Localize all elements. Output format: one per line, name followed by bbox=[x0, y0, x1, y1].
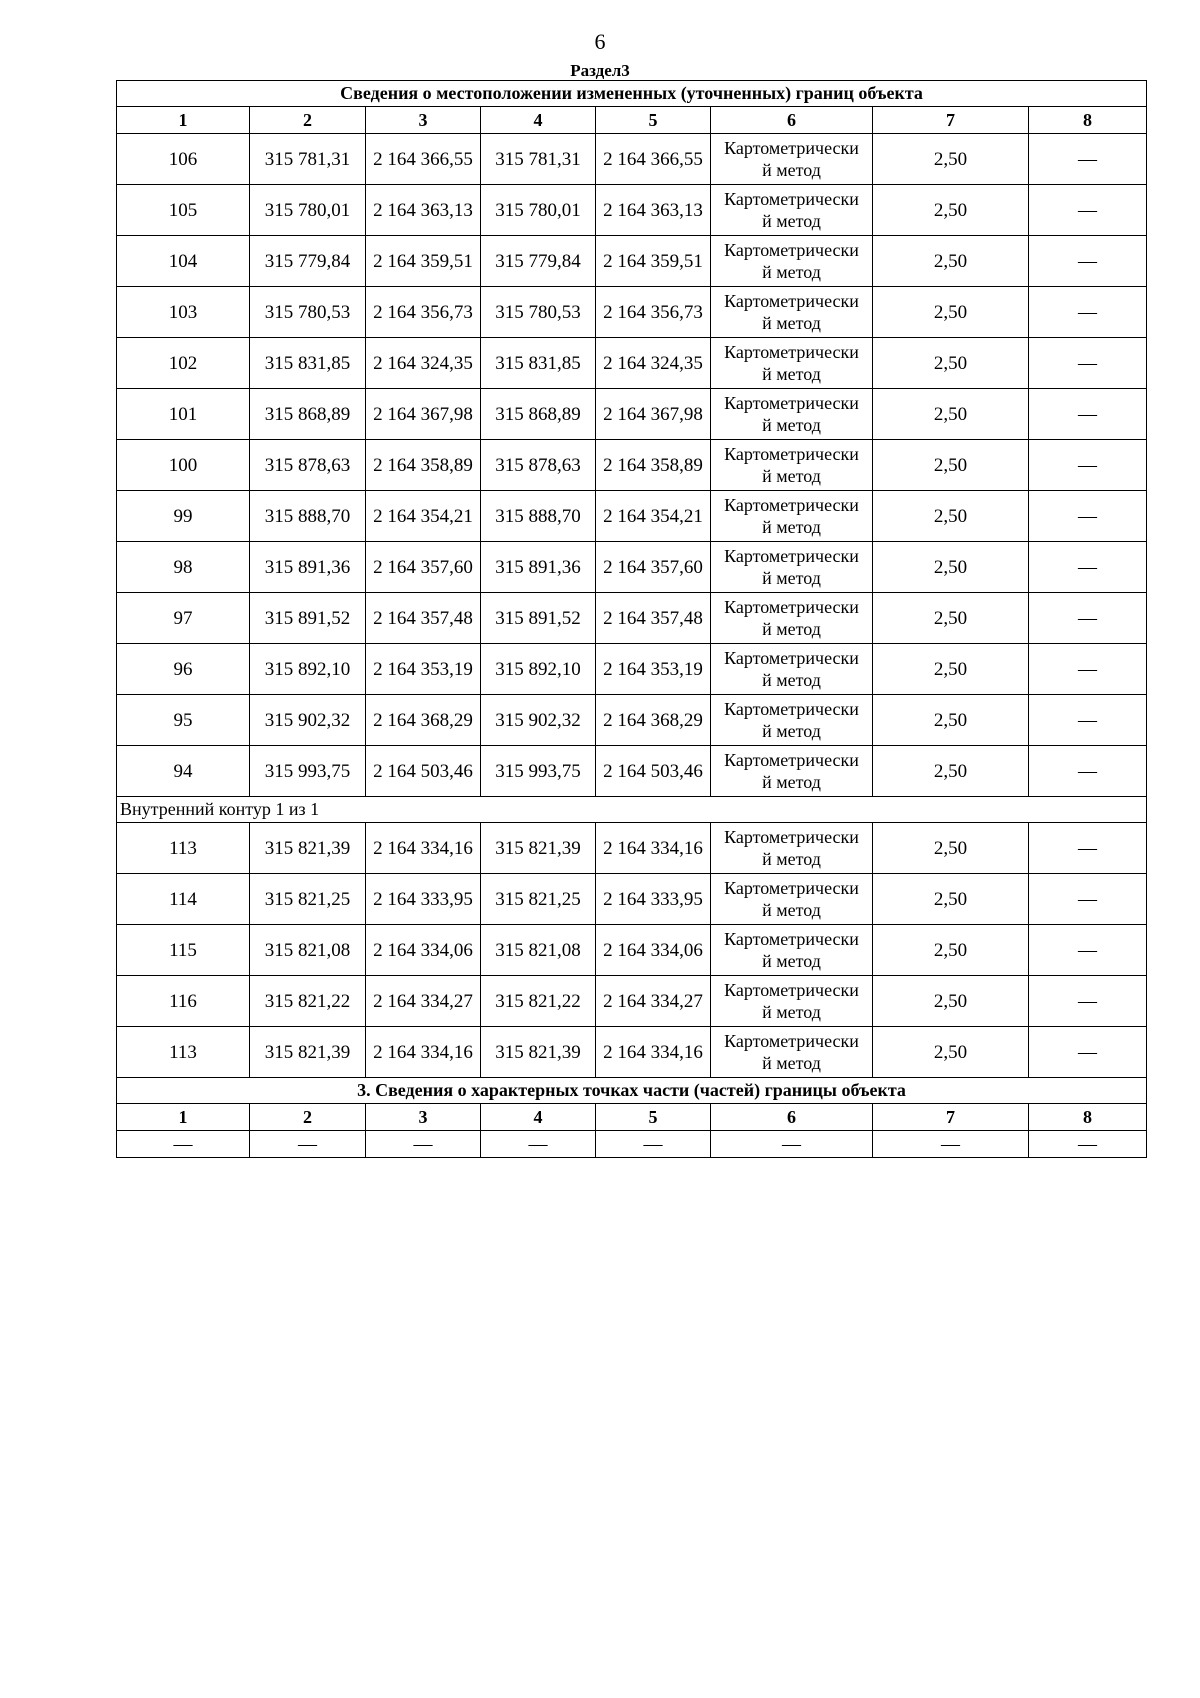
coordinates-table bbox=[116, 80, 1147, 1158]
note: — bbox=[1029, 542, 1147, 593]
inner-contour-label: Внутренний контур 1 из 1 bbox=[117, 797, 1147, 823]
x-new: 315 821,39 bbox=[481, 823, 596, 874]
note: — bbox=[1029, 389, 1147, 440]
method-cell bbox=[711, 542, 873, 593]
table-row bbox=[117, 491, 1147, 542]
method-line-1: Картометрически bbox=[724, 980, 859, 1000]
column-header: 5 bbox=[596, 1104, 711, 1131]
y-old: 2 164 356,73 bbox=[366, 287, 481, 338]
method-cell bbox=[711, 491, 873, 542]
x-new: 315 892,10 bbox=[481, 644, 596, 695]
note: — bbox=[1029, 644, 1147, 695]
section3-header-row bbox=[117, 1104, 1147, 1131]
note: — bbox=[1029, 593, 1147, 644]
method-line-1: Картометрически bbox=[724, 699, 859, 719]
y-new: 2 164 503,46 bbox=[596, 746, 711, 797]
x-old: 315 821,22 bbox=[250, 976, 366, 1027]
x-old: 315 891,36 bbox=[250, 542, 366, 593]
y-old: 2 164 363,13 bbox=[366, 185, 481, 236]
method-line-1: Картометрически bbox=[724, 546, 859, 566]
x-new: 315 780,01 bbox=[481, 185, 596, 236]
x-old: 315 780,53 bbox=[250, 287, 366, 338]
table-row bbox=[117, 134, 1147, 185]
accuracy: 2,50 bbox=[873, 134, 1029, 185]
point-number: 95 bbox=[117, 695, 250, 746]
note: — bbox=[1029, 491, 1147, 542]
x-new: 315 831,85 bbox=[481, 338, 596, 389]
point-number: 94 bbox=[117, 746, 250, 797]
table-title: Сведения о местоположении измененных (уточненных) границ объекта bbox=[117, 81, 1147, 107]
y-old: 2 164 368,29 bbox=[366, 695, 481, 746]
method-line-2: й метод bbox=[762, 1053, 821, 1073]
page-number: 6 bbox=[594, 29, 606, 54]
method-line-2: й метод bbox=[762, 1002, 821, 1022]
table-row bbox=[117, 236, 1147, 287]
method-cell bbox=[711, 746, 873, 797]
y-new: 2 164 354,21 bbox=[596, 491, 711, 542]
note: — bbox=[1029, 134, 1147, 185]
method-line-2: й метод bbox=[762, 466, 821, 486]
note: — bbox=[1029, 236, 1147, 287]
x-old: 315 902,32 bbox=[250, 695, 366, 746]
method-cell bbox=[711, 1027, 873, 1078]
x-new: 315 779,84 bbox=[481, 236, 596, 287]
empty-cell: — bbox=[366, 1131, 481, 1158]
point-number: 100 bbox=[117, 440, 250, 491]
accuracy: 2,50 bbox=[873, 491, 1029, 542]
column-header: 4 bbox=[481, 107, 596, 134]
accuracy: 2,50 bbox=[873, 542, 1029, 593]
method-cell bbox=[711, 440, 873, 491]
method-cell bbox=[711, 695, 873, 746]
method-cell bbox=[711, 287, 873, 338]
method-line-2: й метод bbox=[762, 849, 821, 869]
accuracy: 2,50 bbox=[873, 746, 1029, 797]
accuracy: 2,50 bbox=[873, 1027, 1029, 1078]
x-new: 315 891,36 bbox=[481, 542, 596, 593]
point-number: 113 bbox=[117, 1027, 250, 1078]
method-cell bbox=[711, 185, 873, 236]
y-new: 2 164 353,19 bbox=[596, 644, 711, 695]
x-new: 315 821,08 bbox=[481, 925, 596, 976]
y-old: 2 164 357,60 bbox=[366, 542, 481, 593]
accuracy: 2,50 bbox=[873, 338, 1029, 389]
x-old: 315 888,70 bbox=[250, 491, 366, 542]
y-new: 2 164 324,35 bbox=[596, 338, 711, 389]
y-new: 2 164 334,06 bbox=[596, 925, 711, 976]
y-old: 2 164 354,21 bbox=[366, 491, 481, 542]
y-new: 2 164 357,48 bbox=[596, 593, 711, 644]
method-line-1: Картометрически bbox=[724, 393, 859, 413]
column-header: 6 bbox=[711, 1104, 873, 1131]
note: — bbox=[1029, 925, 1147, 976]
method-line-1: Картометрически bbox=[724, 291, 859, 311]
note: — bbox=[1029, 823, 1147, 874]
section-title: Раздел3 bbox=[570, 61, 630, 80]
empty-cell: — bbox=[596, 1131, 711, 1158]
column-header: 1 bbox=[117, 1104, 250, 1131]
method-line-2: й метод bbox=[762, 160, 821, 180]
method-cell bbox=[711, 823, 873, 874]
column-header: 1 bbox=[117, 107, 250, 134]
point-number: 99 bbox=[117, 491, 250, 542]
method-line-2: й метод bbox=[762, 670, 821, 690]
y-new: 2 164 368,29 bbox=[596, 695, 711, 746]
method-cell bbox=[711, 644, 873, 695]
column-header: 5 bbox=[596, 107, 711, 134]
point-number: 96 bbox=[117, 644, 250, 695]
method-line-2: й метод bbox=[762, 415, 821, 435]
method-line-1: Картометрически bbox=[724, 138, 859, 158]
method-line-2: й метод bbox=[762, 951, 821, 971]
point-number: 104 bbox=[117, 236, 250, 287]
x-old: 315 779,84 bbox=[250, 236, 366, 287]
point-number: 114 bbox=[117, 874, 250, 925]
note: — bbox=[1029, 185, 1147, 236]
x-old: 315 821,39 bbox=[250, 1027, 366, 1078]
accuracy: 2,50 bbox=[873, 440, 1029, 491]
x-old: 315 993,75 bbox=[250, 746, 366, 797]
y-old: 2 164 359,51 bbox=[366, 236, 481, 287]
table-row bbox=[117, 338, 1147, 389]
note: — bbox=[1029, 695, 1147, 746]
method-cell bbox=[711, 976, 873, 1027]
accuracy: 2,50 bbox=[873, 236, 1029, 287]
x-new: 315 821,25 bbox=[481, 874, 596, 925]
y-new: 2 164 366,55 bbox=[596, 134, 711, 185]
x-new: 315 993,75 bbox=[481, 746, 596, 797]
accuracy: 2,50 bbox=[873, 185, 1029, 236]
empty-cell: — bbox=[117, 1131, 250, 1158]
method-cell bbox=[711, 874, 873, 925]
x-new: 315 888,70 bbox=[481, 491, 596, 542]
column-header: 3 bbox=[366, 1104, 481, 1131]
column-header: 7 bbox=[873, 1104, 1029, 1131]
column-header-row bbox=[117, 107, 1147, 134]
method-cell bbox=[711, 338, 873, 389]
note: — bbox=[1029, 874, 1147, 925]
method-line-1: Картометрически bbox=[724, 827, 859, 847]
method-line-2: й метод bbox=[762, 772, 821, 792]
note: — bbox=[1029, 440, 1147, 491]
table-row bbox=[117, 823, 1147, 874]
note: — bbox=[1029, 338, 1147, 389]
empty-cell: — bbox=[481, 1131, 596, 1158]
y-old: 2 164 334,16 bbox=[366, 823, 481, 874]
method-cell bbox=[711, 236, 873, 287]
method-line-2: й метод bbox=[762, 211, 821, 231]
y-new: 2 164 334,16 bbox=[596, 823, 711, 874]
method-line-2: й метод bbox=[762, 313, 821, 333]
empty-cell: — bbox=[250, 1131, 366, 1158]
point-number: 113 bbox=[117, 823, 250, 874]
table-row bbox=[117, 644, 1147, 695]
table-row bbox=[117, 389, 1147, 440]
method-line-2: й метод bbox=[762, 262, 821, 282]
method-line-1: Картометрически bbox=[724, 1031, 859, 1051]
point-number: 101 bbox=[117, 389, 250, 440]
accuracy: 2,50 bbox=[873, 695, 1029, 746]
x-old: 315 891,52 bbox=[250, 593, 366, 644]
y-new: 2 164 363,13 bbox=[596, 185, 711, 236]
empty-cell: — bbox=[1029, 1131, 1147, 1158]
table-row bbox=[117, 542, 1147, 593]
x-old: 315 831,85 bbox=[250, 338, 366, 389]
note: — bbox=[1029, 287, 1147, 338]
y-old: 2 164 334,06 bbox=[366, 925, 481, 976]
x-new: 315 780,53 bbox=[481, 287, 596, 338]
y-old: 2 164 357,48 bbox=[366, 593, 481, 644]
y-old: 2 164 503,46 bbox=[366, 746, 481, 797]
y-old: 2 164 334,16 bbox=[366, 1027, 481, 1078]
y-new: 2 164 358,89 bbox=[596, 440, 711, 491]
point-number: 105 bbox=[117, 185, 250, 236]
x-new: 315 781,31 bbox=[481, 134, 596, 185]
accuracy: 2,50 bbox=[873, 823, 1029, 874]
point-number: 98 bbox=[117, 542, 250, 593]
section3-empty-row bbox=[117, 1131, 1147, 1158]
table-row bbox=[117, 874, 1147, 925]
method-cell bbox=[711, 925, 873, 976]
column-header: 2 bbox=[250, 107, 366, 134]
method-line-1: Картометрически bbox=[724, 750, 859, 770]
x-new: 315 891,52 bbox=[481, 593, 596, 644]
x-new: 315 868,89 bbox=[481, 389, 596, 440]
table-row bbox=[117, 185, 1147, 236]
empty-cell: — bbox=[711, 1131, 873, 1158]
method-line-2: й метод bbox=[762, 568, 821, 588]
method-line-1: Картометрически bbox=[724, 342, 859, 362]
table-row bbox=[117, 593, 1147, 644]
accuracy: 2,50 bbox=[873, 644, 1029, 695]
x-old: 315 821,25 bbox=[250, 874, 366, 925]
x-old: 315 821,08 bbox=[250, 925, 366, 976]
y-new: 2 164 357,60 bbox=[596, 542, 711, 593]
column-header: 2 bbox=[250, 1104, 366, 1131]
table-row bbox=[117, 287, 1147, 338]
y-new: 2 164 367,98 bbox=[596, 389, 711, 440]
method-line-2: й метод bbox=[762, 364, 821, 384]
x-old: 315 781,31 bbox=[250, 134, 366, 185]
point-number: 103 bbox=[117, 287, 250, 338]
point-number: 106 bbox=[117, 134, 250, 185]
x-new: 315 902,32 bbox=[481, 695, 596, 746]
x-old: 315 821,39 bbox=[250, 823, 366, 874]
method-line-2: й метод bbox=[762, 721, 821, 741]
method-cell bbox=[711, 593, 873, 644]
method-line-2: й метод bbox=[762, 619, 821, 639]
column-header: 3 bbox=[366, 107, 481, 134]
method-line-1: Картометрически bbox=[724, 444, 859, 464]
table-row bbox=[117, 746, 1147, 797]
point-number: 115 bbox=[117, 925, 250, 976]
y-old: 2 164 324,35 bbox=[366, 338, 481, 389]
accuracy: 2,50 bbox=[873, 874, 1029, 925]
point-number: 102 bbox=[117, 338, 250, 389]
accuracy: 2,50 bbox=[873, 976, 1029, 1027]
column-header: 7 bbox=[873, 107, 1029, 134]
y-new: 2 164 333,95 bbox=[596, 874, 711, 925]
method-line-1: Картометрически bbox=[724, 929, 859, 949]
x-old: 315 868,89 bbox=[250, 389, 366, 440]
y-old: 2 164 333,95 bbox=[366, 874, 481, 925]
table-row bbox=[117, 976, 1147, 1027]
accuracy: 2,50 bbox=[873, 389, 1029, 440]
x-new: 315 821,22 bbox=[481, 976, 596, 1027]
x-old: 315 892,10 bbox=[250, 644, 366, 695]
method-line-1: Картометрически bbox=[724, 495, 859, 515]
y-new: 2 164 334,16 bbox=[596, 1027, 711, 1078]
method-line-1: Картометрически bbox=[724, 240, 859, 260]
column-header: 8 bbox=[1029, 1104, 1147, 1131]
table-row bbox=[117, 440, 1147, 491]
method-line-1: Картометрически bbox=[724, 597, 859, 617]
note: — bbox=[1029, 976, 1147, 1027]
accuracy: 2,50 bbox=[873, 287, 1029, 338]
inner-contour-row bbox=[117, 797, 1147, 823]
table-row bbox=[117, 695, 1147, 746]
x-old: 315 878,63 bbox=[250, 440, 366, 491]
column-header: 6 bbox=[711, 107, 873, 134]
y-old: 2 164 367,98 bbox=[366, 389, 481, 440]
point-number: 97 bbox=[117, 593, 250, 644]
table-row bbox=[117, 925, 1147, 976]
y-old: 2 164 353,19 bbox=[366, 644, 481, 695]
method-line-2: й метод bbox=[762, 900, 821, 920]
x-old: 315 780,01 bbox=[250, 185, 366, 236]
y-new: 2 164 359,51 bbox=[596, 236, 711, 287]
method-line-1: Картометрически bbox=[724, 648, 859, 668]
y-new: 2 164 334,27 bbox=[596, 976, 711, 1027]
method-line-2: й метод bbox=[762, 517, 821, 537]
y-old: 2 164 358,89 bbox=[366, 440, 481, 491]
method-line-1: Картометрически bbox=[724, 189, 859, 209]
accuracy: 2,50 bbox=[873, 593, 1029, 644]
note: — bbox=[1029, 746, 1147, 797]
empty-cell: — bbox=[873, 1131, 1029, 1158]
column-header: 4 bbox=[481, 1104, 596, 1131]
x-new: 315 878,63 bbox=[481, 440, 596, 491]
column-header: 8 bbox=[1029, 107, 1147, 134]
y-new: 2 164 356,73 bbox=[596, 287, 711, 338]
accuracy: 2,50 bbox=[873, 925, 1029, 976]
section3-title: 3. Сведения о характерных точках части (частей) границы объекта bbox=[117, 1078, 1147, 1104]
point-number: 116 bbox=[117, 976, 250, 1027]
method-line-1: Картометрически bbox=[724, 878, 859, 898]
method-cell bbox=[711, 389, 873, 440]
method-cell bbox=[711, 134, 873, 185]
note: — bbox=[1029, 1027, 1147, 1078]
y-old: 2 164 366,55 bbox=[366, 134, 481, 185]
x-new: 315 821,39 bbox=[481, 1027, 596, 1078]
table-row bbox=[117, 1027, 1147, 1078]
y-old: 2 164 334,27 bbox=[366, 976, 481, 1027]
